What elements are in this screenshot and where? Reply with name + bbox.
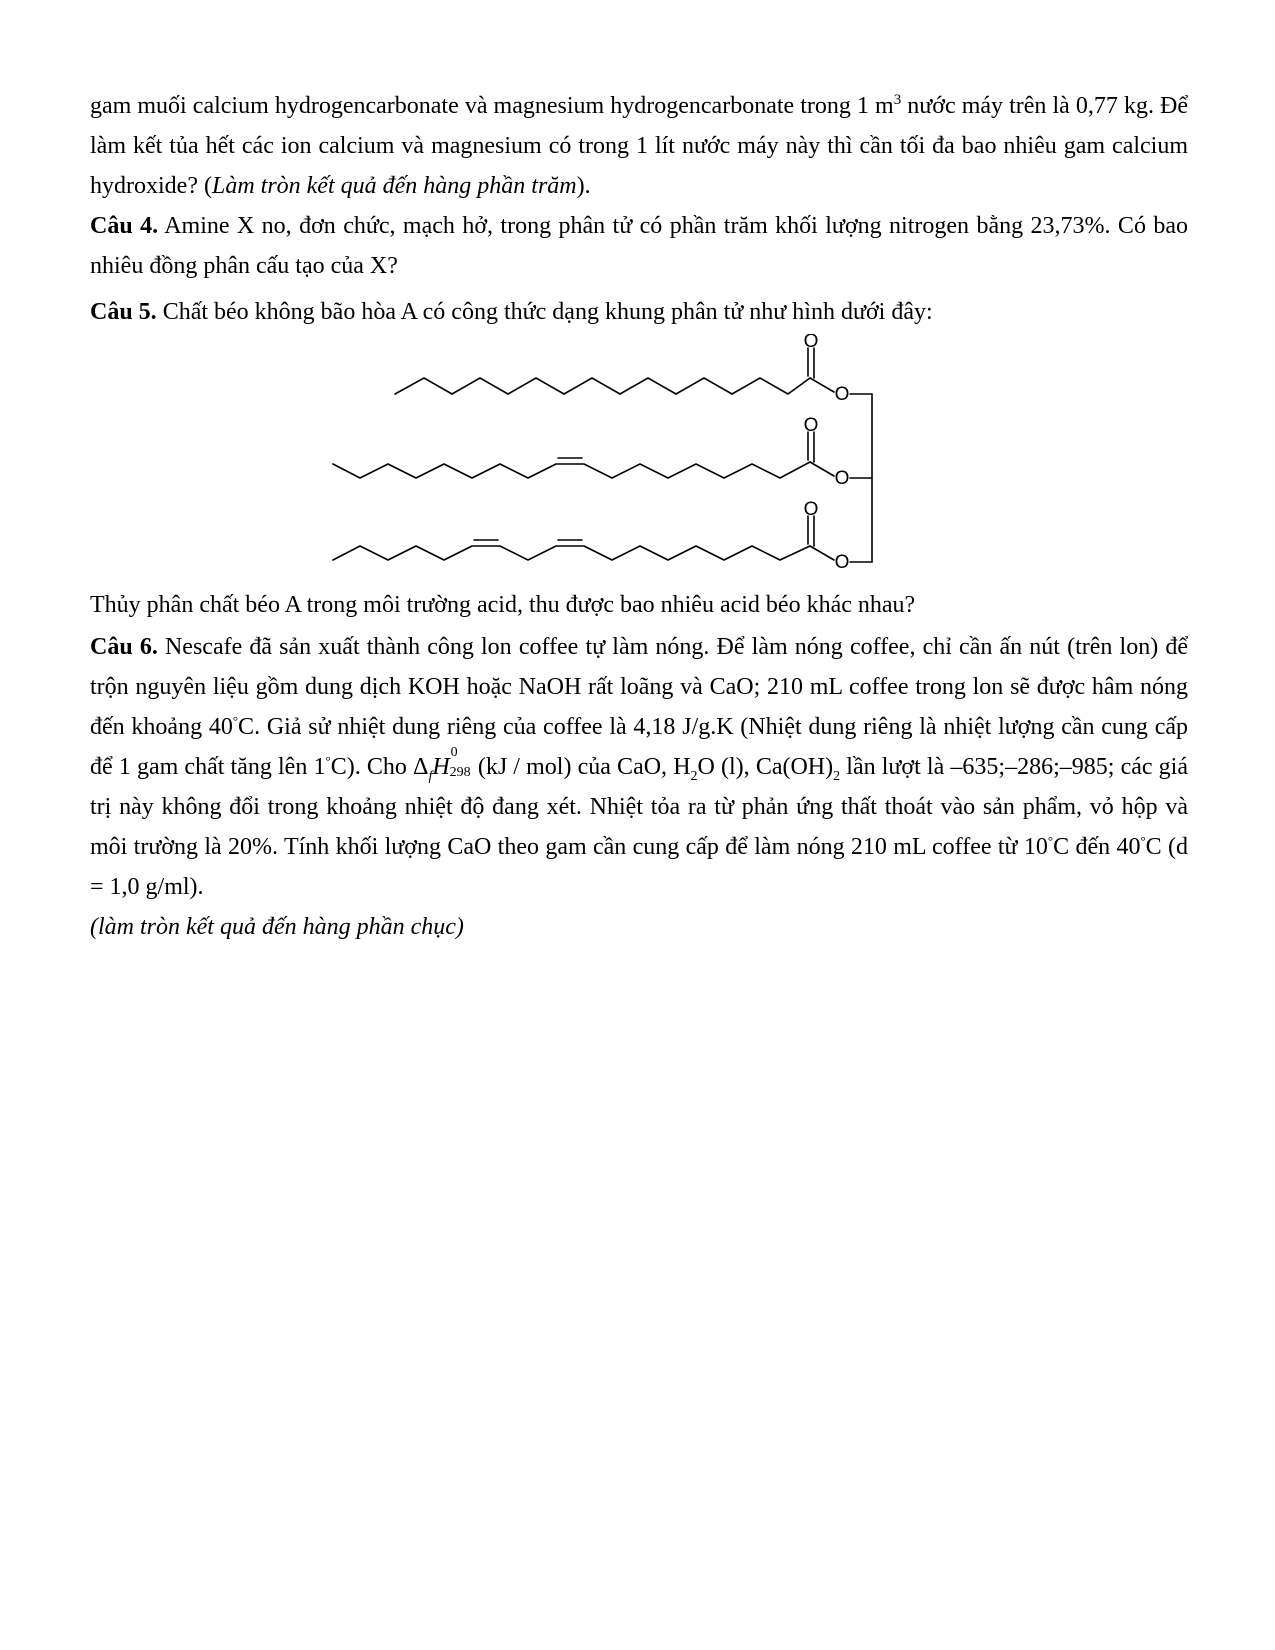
p1-text-b: nước máy trên là 0,77 kg. Để làm kết tủa hết các ion calcium và magnesium có trong 1 lít nước máy này thì cần tối đa bao nhiêu gam calcium hydroxide? ( [90, 93, 1188, 199]
temp-10c: 10°C [1023, 833, 1070, 860]
p1-superscript: 3 [893, 92, 902, 108]
temp-40c: 40°C [208, 713, 255, 740]
question-4-text-a: Amine X no, đơn chức, mạch hở, trong phân tử có phần trăm khối lượng nitrogen bằng [158, 213, 1024, 239]
atom-o-ester-1: O [834, 384, 850, 405]
q6-text-7: lần lượt là [840, 754, 951, 780]
q6-text-2: . Giả sử nhiệt dung riêng của coffee là [254, 714, 634, 740]
atom-o-ester-3: O [834, 552, 850, 573]
q6-text-4: ). Cho [346, 754, 413, 780]
fatty-chain-2 [333, 462, 810, 478]
p1-text-a: gam muối calcium hydrogencarbonate và magnesium hydrogencarbonate trong 1 m [90, 93, 894, 119]
question-6-label: Câu 6. [90, 634, 158, 660]
q6-text-5: của CaO, H [571, 754, 691, 780]
specific-heat-value: 4,18 J/g.K [633, 714, 734, 740]
q6-text-11: (d = 1,0 g/ml). [90, 834, 1189, 900]
q6-text-8: ; các giá trị này không đổi trong khoảng nhiệt độ đang xét. Nhiệt tỏa ra từ phản ứng thất thoát vào sản phẩm, vỏ hộp và môi trường là [90, 754, 1188, 860]
atom-o-carbonyl-2: O [803, 415, 819, 436]
question-4-percent: 23,73% [1030, 213, 1105, 239]
heat-loss-percent: 20% [228, 834, 273, 860]
paragraph-continuation [90, 86, 1188, 206]
enthalpy-symbol: $\Delta_fH$ 0 298 (kJ / mol) [413, 745, 572, 784]
temp-1c: 1°C [313, 753, 347, 780]
q6-text-10: đến [1069, 834, 1117, 860]
question-6-rounding-note: (làm tròn kết quả đến hàng phần chục) [90, 914, 464, 940]
q6-text-1: Nescafe đã sản xuất thành công lon coffee tự làm nóng. Để làm nóng coffee, chỉ cần ấn nút (trên lon) để trộn nguyên liệu gồm dung dịch KOH hoặc NaOH rất loãng và CaO; 210 mL coffee trong lon sẽ được hâm nóng đến khoảng [90, 634, 1189, 740]
atom-o-ester-2: O [834, 468, 850, 489]
temp-40c-b: 40°C [1116, 833, 1162, 860]
triglyceride-skeletal-figure [90, 334, 1188, 579]
question-5-followup [90, 585, 1188, 625]
question-5-after-text: Thủy phân chất béo A trong môi trường acid, thu được bao nhiêu acid béo khác nhau? [90, 592, 916, 618]
question-4-label: Câu 4. [90, 213, 159, 239]
q6-text-3: (Nhiệt dung riêng là nhiệt lượng cần cung cấp để 1 gam chất tăng lên [90, 714, 1189, 780]
triglyceride-structure-diagram [90, 334, 1188, 579]
question-5-text: Chất béo không bão hòa A có công thức dạng khung phân tử như hình dưới đây: [156, 299, 933, 325]
q6-text-6: O (l), Ca(OH) [697, 754, 834, 780]
ester-bond-2 [810, 462, 834, 476]
enthalpy-values: –635;–286;–985 [950, 754, 1108, 780]
p1-italic-note: Làm tròn kết quả đến hàng phần trăm [211, 173, 577, 199]
atom-o-carbonyl-1: O [803, 334, 819, 352]
question-4-text-b: . Có bao nhiêu đồng phân cấu tạo của X? [90, 213, 1189, 279]
atom-o-carbonyl-3: O [803, 499, 819, 520]
question-5-label: Câu 5. [90, 299, 157, 325]
question-6: Câu 6. Nescafe đã sản xuất thành công lon coffee tự làm nóng. Để làm nóng coffee, chỉ cần ấn nút (trên lon) để trộn nguyên liệu gồm dung dịch KOH hoặc NaOH rất loãng và CaO; 210 mL coffee trong lon sẽ được hâm nóng đến khoảng 40°C. Giả sử nhiệt dung riêng của coffee là 4,18 J/g.K (Nhiệt dung riêng là nhiệt lượng cần cung cấp để 1 gam chất tăng lên 1°C). Cho $\Delta_fH$ 0 298 (kJ / mol) của CaO, $H_2O$ (l), $Ca(OH)_2$ lần lượt là –635;–286;–985; các giá trị này không đổi trong khoảng nhiệt độ đang xét. Nhiệt tỏa ra từ phản ứng thất thoát vào sản phẩm, vỏ hộp và môi trường là 20%. Tính khối lượng CaO theo gam cần cung cấp để làm nóng 210 mL coffee từ 10°C đến 40°C (d = 1,0 g/ml). [90, 634, 1189, 900]
question-5 [90, 292, 1188, 332]
fatty-chain-3 [333, 546, 810, 560]
question-4 [90, 206, 1188, 286]
q6-text-9: . Tính khối lượng CaO theo gam cần cung cấp để làm nóng 210 mL coffee từ [272, 834, 1024, 860]
fatty-chain-1 [395, 378, 810, 394]
ester-bond-1 [810, 378, 834, 392]
p1-text-c: ). [576, 173, 591, 199]
document-page [90, 86, 1188, 947]
ester-bond-3 [810, 546, 834, 560]
